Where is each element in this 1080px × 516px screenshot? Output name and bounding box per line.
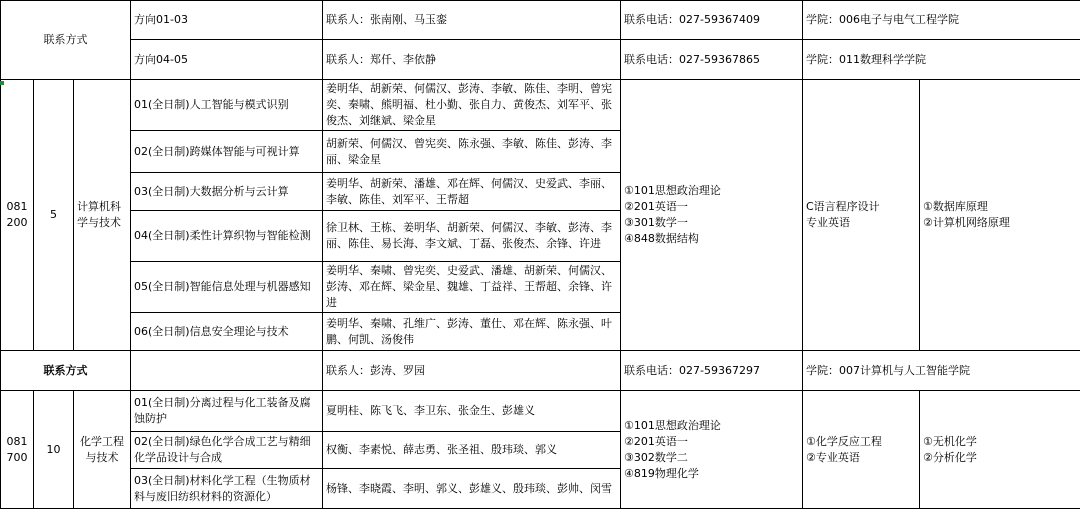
exam-subject: ③302数学二 <box>624 450 688 464</box>
research-direction: 02(全日制)绿色化学合成工艺与精细化学品设计与合成 <box>131 432 323 469</box>
major-code: 081200 <box>1 80 34 351</box>
major-name: 计算机科学与技术 <box>74 80 131 351</box>
retest-subjects <box>920 80 1080 351</box>
additional-exam-item: 专业英语 <box>806 216 850 229</box>
retest-item: ②计算机网络原理 <box>923 216 1010 229</box>
research-direction: 01(全日制)分离过程与化工装备及腐蚀防护 <box>131 391 323 432</box>
enroll-count: 5 <box>34 80 74 351</box>
additional-exam-item: ①化学反应工程 <box>806 434 882 448</box>
college: 学院：006电子与电气工程学院 <box>803 1 1080 40</box>
research-direction: 06(全日制)信息安全理论与技术 <box>131 313 323 351</box>
row-marker <box>0 81 4 85</box>
research-direction: 04(全日制)柔性计算织物与智能检测 <box>131 211 323 262</box>
contact-label-2: 联系方式 <box>1 351 131 391</box>
exam-subject: ③301数学一 <box>624 216 688 229</box>
research-direction: 02(全日制)跨媒体智能与可视计算 <box>131 131 323 173</box>
additional-exam-item: ②专业英语 <box>806 450 860 464</box>
college: 学院：011数理科学学院 <box>803 40 1080 80</box>
retest-item: ①无机化学 <box>923 434 977 448</box>
supervisors: 杨锋、李晓霞、李明、郭义、彭雄义、殷玮琰、彭帅、闵雪 <box>323 469 621 509</box>
supervisors: 姜明华、秦啸、曾宪奕、史爱武、潘雄、胡新荣、何儒汉、彭涛、邓在辉、梁金星、魏雄、丁益祥、王帮超、余锋、许进 <box>323 262 621 313</box>
exam-subjects <box>621 391 803 509</box>
direction-range-empty <box>131 351 323 391</box>
supervisors: 胡新荣、何儒汉、曾宪奕、陈永强、李敏、陈佳、彭涛、李丽、梁金星 <box>323 131 621 173</box>
phone: 联系电话：027-59367409 <box>621 1 803 40</box>
direction-range: 方向01-03 <box>131 1 323 40</box>
exam-subject: ②201英语一 <box>624 434 688 448</box>
additional-exam-item: C语言程序设计 <box>806 200 880 213</box>
retest-item: ①数据库原理 <box>923 200 988 213</box>
additional-exam <box>803 391 920 509</box>
supervisors: 姜明华、秦啸、孔维广、彭涛、董仕、邓在辉、陈永强、叶鹏、何凯、汤俊伟 <box>323 313 621 351</box>
phone: 联系电话：027-59367297 <box>621 351 803 391</box>
research-direction: 03(全日制)材料化学工程（生物质材料与废旧纺织材料的资源化） <box>131 469 323 509</box>
phone: 联系电话：027-59367865 <box>621 40 803 80</box>
exam-subjects <box>621 80 803 351</box>
exam-subject: ④848数据结构 <box>624 232 699 245</box>
research-direction: 05(全日制)智能信息处理与机器感知 <box>131 262 323 313</box>
direction-range: 方向04-05 <box>131 40 323 80</box>
exam-subject: ④819物理化学 <box>624 466 699 480</box>
supervisors: 姜明华、胡新荣、潘雄、邓在辉、何儒汉、史爱武、李丽、李敏、陈佳、刘军平、王帮超 <box>323 173 621 211</box>
research-direction: 03(全日制)大数据分析与云计算 <box>131 173 323 211</box>
retest-item: ②分析化学 <box>923 450 977 464</box>
additional-exam <box>803 80 920 351</box>
supervisors: 徐卫林、王栋、姜明华、胡新荣、何儒汉、李敏、彭涛、李丽、陈佳、易长海、李文斌、丁磊、张俊杰、余锋、许进 <box>323 211 621 262</box>
contact-label-1: 联系方式 <box>1 1 131 80</box>
exam-subject: ①101思想政治理论 <box>624 184 721 197</box>
research-direction: 01(全日制)人工智能与模式识别 <box>131 80 323 131</box>
major-code: 081700 <box>1 391 34 509</box>
supervisors: 权衡、李素悦、薛志勇、张圣祖、殷玮琰、郭义 <box>323 432 621 469</box>
exam-subject: ②201英语一 <box>624 200 688 213</box>
contacts: 联系人：张南刚、马玉銮 <box>323 1 621 40</box>
major-name: 化学工程与技术 <box>74 391 131 509</box>
supervisors: 夏明桂、陈飞飞、李卫东、张金生、彭雄义 <box>323 391 621 432</box>
college: 学院：007计算机与人工智能学院 <box>803 351 1080 391</box>
supervisors: 姜明华、胡新荣、何儒汉、彭涛、李敏、陈佳、李明、曾宪奕、秦啸、熊明福、杜小勤、张自力、黄俊杰、刘军平、张俊杰、刘继斌、梁金星 <box>323 80 621 131</box>
contacts: 联系人：彭涛、罗园 <box>323 351 621 391</box>
exam-subject: ①101思想政治理论 <box>624 418 721 432</box>
retest-subjects <box>920 391 1080 509</box>
contacts: 联系人：郑仟、李依静 <box>323 40 621 80</box>
enroll-count: 10 <box>34 391 74 509</box>
